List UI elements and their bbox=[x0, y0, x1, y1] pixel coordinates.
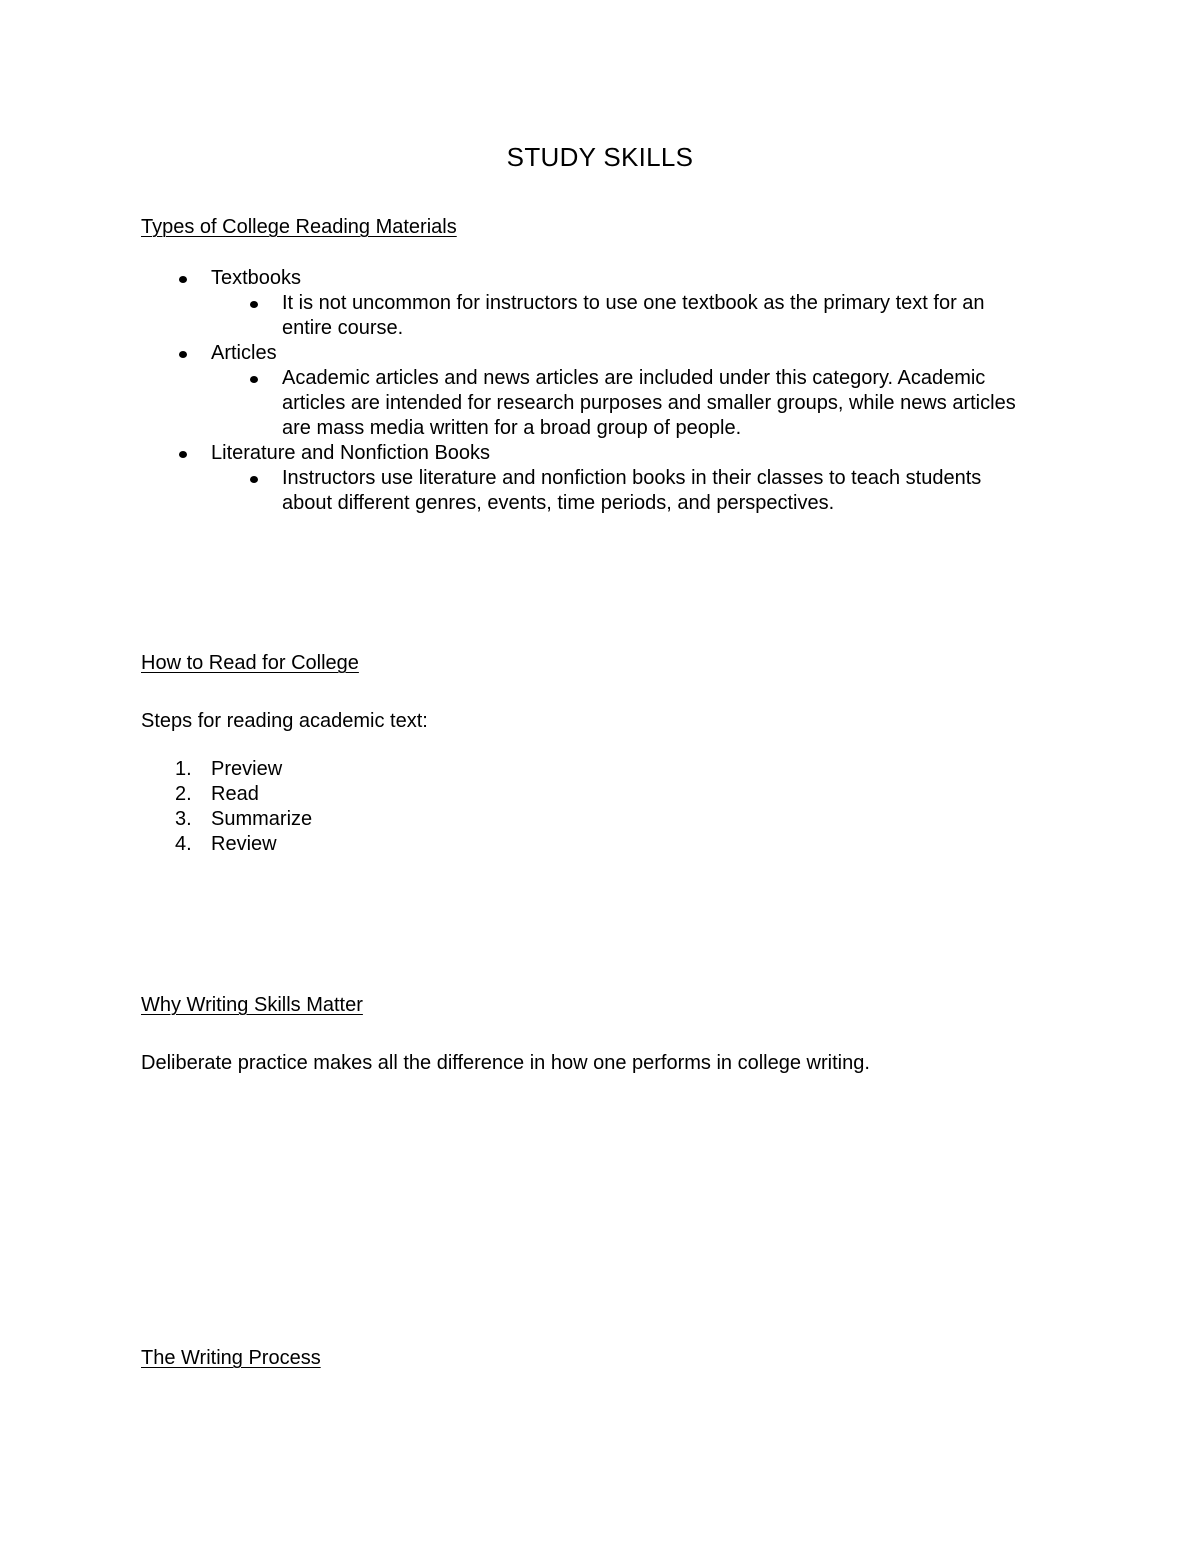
bullet-icon bbox=[179, 451, 187, 458]
sub-list-item-text: Instructors use literature and nonfiction books in their classes to teach students about different genres, events, time periods, and perspectives. bbox=[282, 467, 982, 514]
step-label: Summarize bbox=[211, 808, 313, 830]
list-item-label: Articles bbox=[211, 342, 277, 364]
steps-intro: Steps for reading academic text: bbox=[141, 710, 428, 732]
step-item bbox=[141, 807, 741, 832]
step-number: 3. bbox=[175, 808, 192, 830]
step-item bbox=[141, 757, 741, 782]
document-title: STUDY SKILLS bbox=[506, 142, 694, 172]
bullet-icon bbox=[250, 476, 258, 483]
section-heading-writing-process: The Writing Process bbox=[141, 1347, 321, 1369]
reading-steps-list bbox=[141, 757, 741, 857]
writing-skills-body: Deliberate practice makes all the difference in how one performs in college writing. bbox=[141, 1052, 870, 1074]
step-number: 1. bbox=[175, 758, 192, 780]
step-label: Review bbox=[211, 833, 277, 855]
bullet-icon bbox=[179, 351, 187, 358]
reading-materials-list bbox=[141, 266, 1061, 516]
list-item-label: Literature and Nonfiction Books bbox=[211, 442, 491, 464]
step-item bbox=[141, 832, 741, 857]
step-label: Read bbox=[211, 783, 259, 805]
bullet-icon bbox=[250, 376, 258, 383]
sub-list-item bbox=[141, 366, 1061, 441]
step-number: 2. bbox=[175, 783, 192, 805]
section-heading-reading-materials: Types of College Reading Materials bbox=[141, 216, 457, 238]
bullet-icon bbox=[179, 276, 187, 283]
section-heading-writing-skills: Why Writing Skills Matter bbox=[141, 994, 363, 1016]
sub-list-item-text: Academic articles and news articles are included under this category. Academic articles are intended for research purposes and smaller groups, while news articles are mass media written for a broad group of people. bbox=[282, 367, 1016, 439]
list-item bbox=[141, 341, 1061, 366]
sub-list-item-text: It is not uncommon for instructors to use one textbook as the primary text for an entire course. bbox=[282, 292, 985, 339]
step-number: 4. bbox=[175, 833, 192, 855]
list-item-label: Textbooks bbox=[211, 267, 302, 289]
step-item bbox=[141, 782, 741, 807]
list-item bbox=[141, 441, 1061, 466]
sub-list-item bbox=[141, 466, 1061, 516]
list-item bbox=[141, 266, 1061, 291]
sub-list-item bbox=[141, 291, 1061, 341]
bullet-icon bbox=[250, 301, 258, 308]
step-label: Preview bbox=[211, 758, 283, 780]
section-heading-how-to-read: How to Read for College bbox=[141, 652, 359, 674]
